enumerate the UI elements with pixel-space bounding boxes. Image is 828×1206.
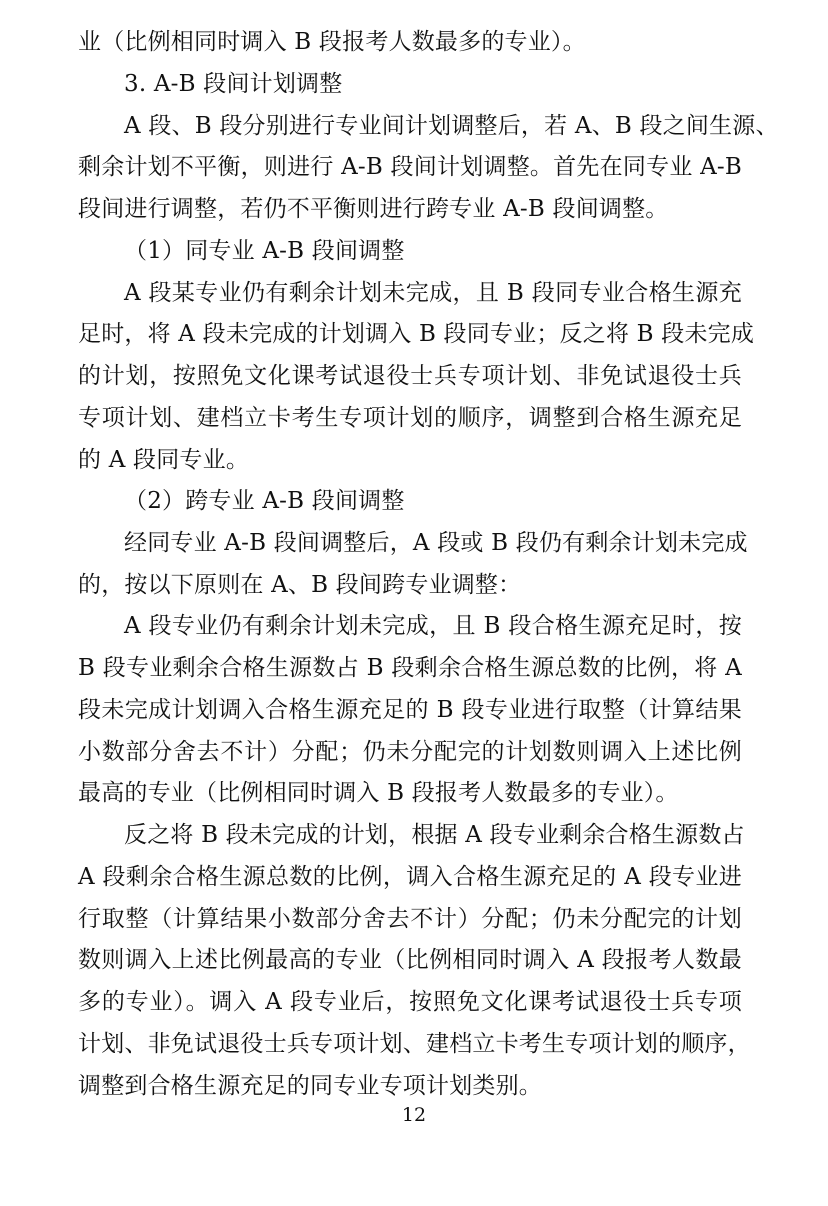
text-line: 足时，将 A 段未完成的计划调入 B 段同专业；反之将 B 段未完成 <box>78 321 755 347</box>
text-line: 计划、非免试退役士兵专项计划、建档立卡考生专项计划的顺序， <box>78 1031 751 1057</box>
text-line: B 段专业剩余合格生源数占 B 段剩余合格生源总数的比例，将 A <box>78 655 742 681</box>
text-line: 小数部分舍去不计）分配；仍未分配完的计划数则调入上述比例 <box>78 739 742 765</box>
text-line: 的 A 段同专业。 <box>78 447 250 473</box>
subsection-heading: （2）跨专业 A-B 段间调整 <box>124 488 405 514</box>
text-line: 段间进行调整，若仍不平衡则进行跨专业 A-B 段间调整。 <box>78 196 669 222</box>
text-line: 反之将 B 段未完成的计划，根据 A 段专业剩余合格生源数占 <box>124 822 745 848</box>
text-line: A 段、B 段分别进行专业间计划调整后，若 A、B 段之间生源、 <box>124 113 779 139</box>
text-line: A 段某专业仍有剩余计划未完成，且 B 段同专业合格生源充 <box>124 280 742 306</box>
text-line: 的计划，按照免文化课考试退役士兵专项计划、非免试退役士兵 <box>78 363 742 389</box>
text-line: 剩余计划不平衡，则进行 A-B 段间计划调整。首先在同专业 A-B <box>78 154 742 180</box>
text-line: 数则调入上述比例最高的专业（比例相同时调入 A 段报考人数最 <box>78 947 742 973</box>
text-line: 业（比例相同时调入 B 段报考人数最多的专业）。 <box>78 29 586 55</box>
page-number: 12 <box>401 1104 427 1126</box>
section-heading: 3. A-B 段间计划调整 <box>124 71 343 97</box>
text-line: 最高的专业（比例相同时调入 B 段报考人数最多的专业）。 <box>78 780 679 806</box>
text-line: 多的专业）。调入 A 段专业后，按照免文化课考试退役士兵专项 <box>78 989 742 1015</box>
text-line: 专项计划、建档立卡考生专项计划的顺序，调整到合格生源充足 <box>78 405 742 431</box>
text-line: A 段专业仍有剩余计划未完成，且 B 段合格生源充足时，按 <box>124 613 742 639</box>
text-line: A 段剩余合格生源总数的比例，调入合格生源充足的 A 段专业进 <box>78 864 742 890</box>
text-line: 段未完成计划调入合格生源充足的 B 段专业进行取整（计算结果 <box>78 697 742 723</box>
text-line: 调整到合格生源充足的同专业专项计划类别。 <box>78 1073 542 1099</box>
text-line: 行取整（计算结果小数部分舍去不计）分配；仍未分配完的计划 <box>78 906 742 932</box>
text-line: 经同专业 A-B 段间调整后，A 段或 B 段仍有剩余计划未完成 <box>124 530 748 556</box>
subsection-heading: （1）同专业 A-B 段间调整 <box>124 238 405 264</box>
text-line: 的，按以下原则在 A、B 段间跨专业调整： <box>78 572 522 598</box>
